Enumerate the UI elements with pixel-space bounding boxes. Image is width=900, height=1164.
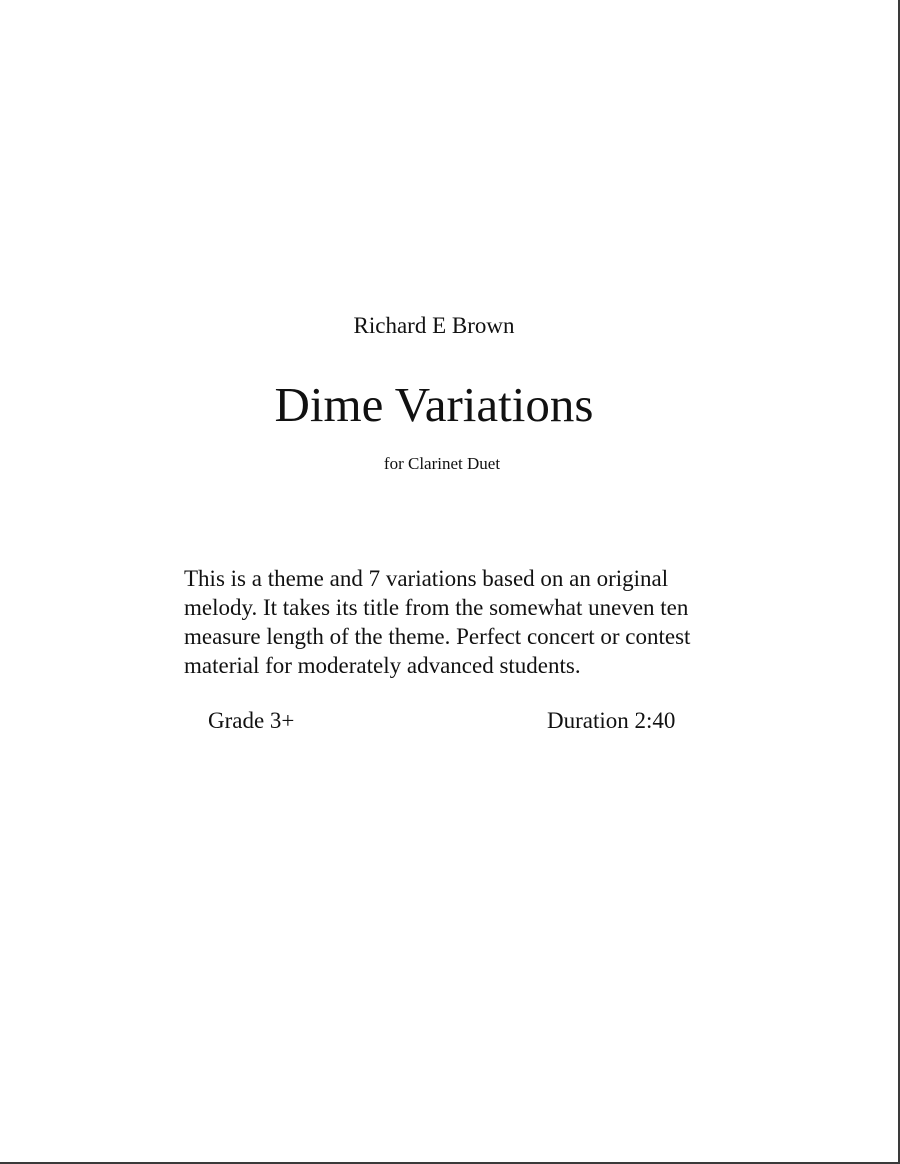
- description-line: melody. It takes its title from the somewhat uneven ten: [184, 595, 689, 620]
- instrumentation-subtitle: for Clarinet Duet: [383, 454, 501, 473]
- description-line: measure length of the theme. Perfect concert or contest: [184, 624, 691, 649]
- description-line: This is a theme and 7 variations based on an original: [184, 566, 669, 591]
- grade-label: Grade 3+: [208, 708, 295, 733]
- piece-title: Dime Variations: [274, 377, 594, 432]
- description-paragraph: [184, 564, 744, 680]
- description-line: material for moderately advanced students.: [184, 653, 581, 678]
- composer-name: Richard E Brown: [353, 313, 515, 338]
- duration-label: Duration 2:40: [547, 708, 676, 733]
